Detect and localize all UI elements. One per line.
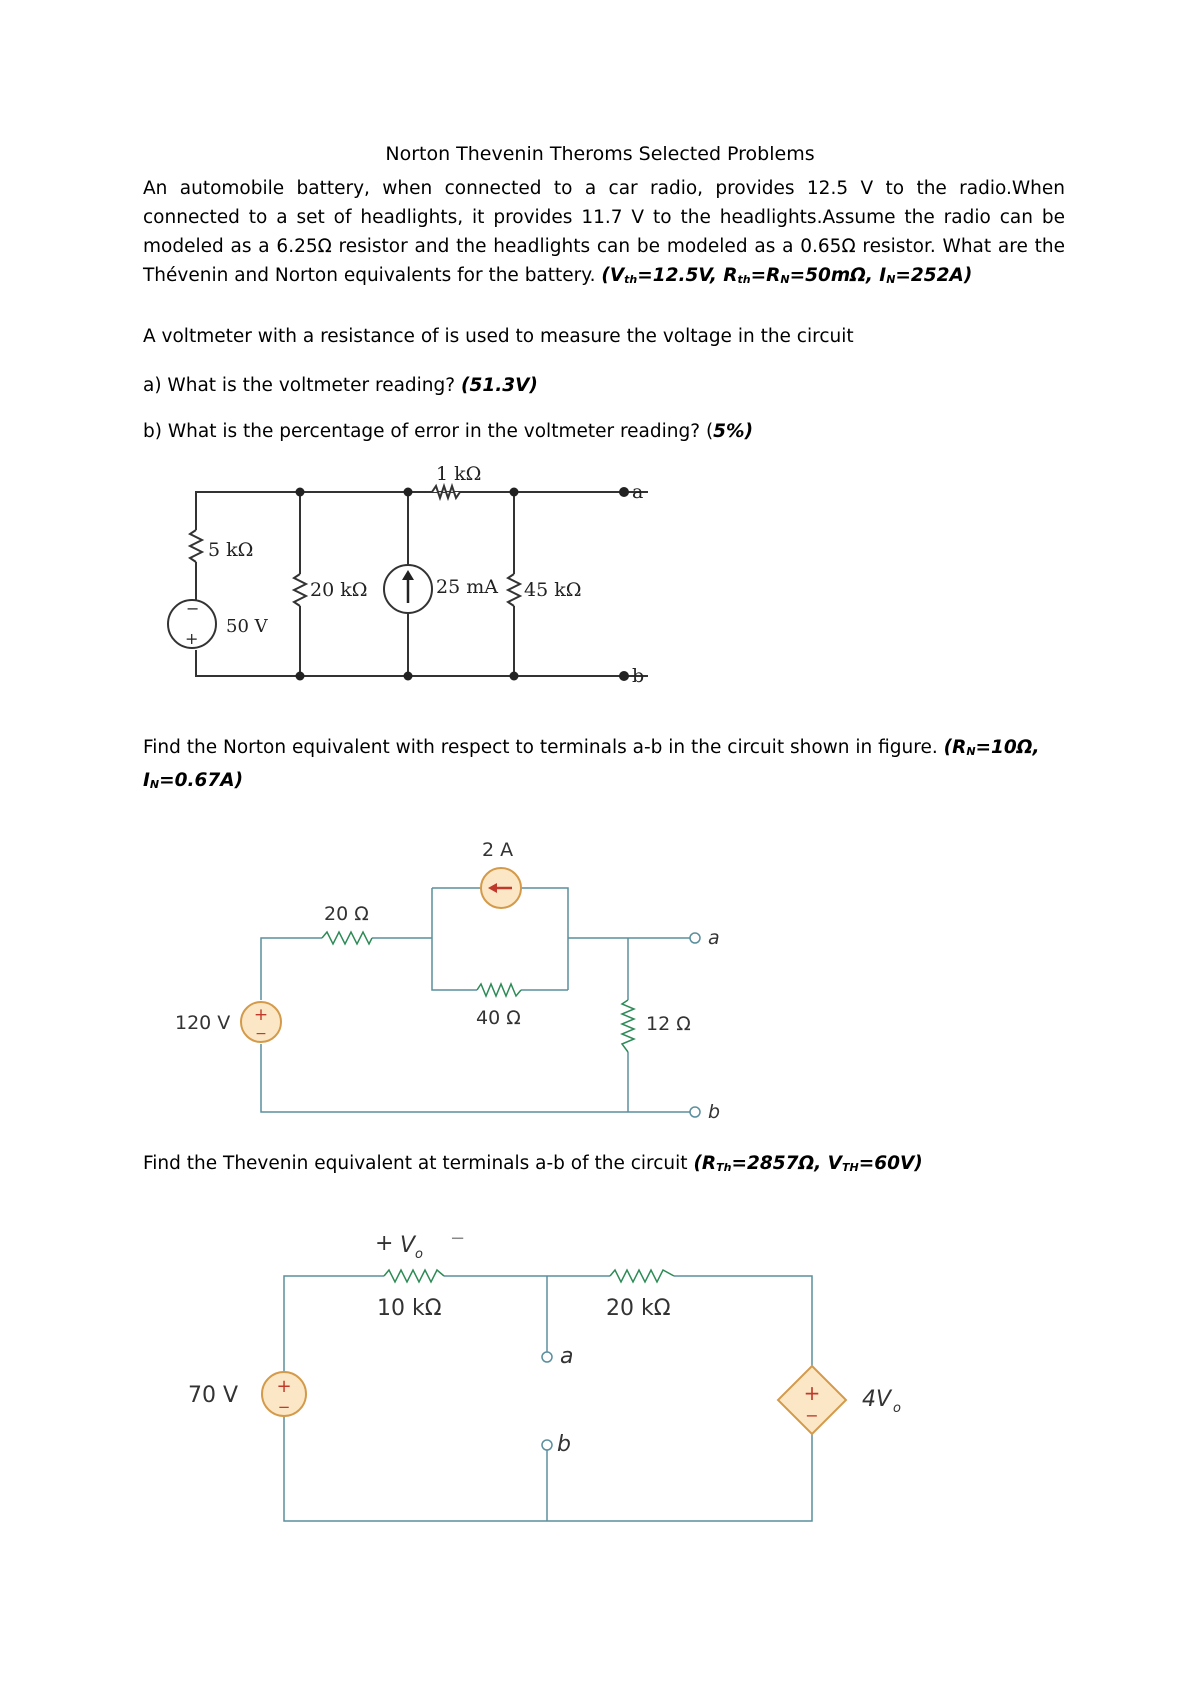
terminal-a: a	[560, 1344, 574, 1369]
problem-1-answer: ($V_{th}=12.5V$, $R_{th}=R_N=50m\Omega$, $I_N=252A$)	[601, 265, 973, 286]
label-1k: 1 kΩ	[436, 463, 482, 485]
source-plus: +	[253, 1005, 269, 1025]
problem-1-statement: An automobile battery, when connected to a car radio, provides 12.5 V to the radio.When connected to a set of headlights, it provides 11.7 V to the headlights.Assume the radio can be modeled as a 6.25Ω resistor and the headlights can be modeled as a 0.65Ω resistor. What are the Thévenin and Norton equivalents for the battery.	[143, 178, 1065, 286]
label-5k: 5 kΩ	[208, 539, 254, 561]
problem-2-intro: A voltmeter with a resistance of is used to measure the voltage in the circuit	[143, 326, 854, 347]
dep-source-plus: +	[803, 1381, 821, 1405]
label-50v: 50 V	[226, 616, 268, 637]
problem-4-text: Find the Thevenin equivalent at terminals a-b of the circuit ($R_{Th}=2857\Omega$, $V_{TH}=60V$)	[143, 1153, 923, 1174]
vo-plus: +	[375, 1231, 394, 1256]
label-20k: 20 kΩ	[606, 1296, 671, 1321]
label-25ma: 25 mA	[436, 576, 498, 598]
vo-sub: o	[415, 1247, 423, 1262]
page-title: Norton Thevenin Theroms Selected Problems	[385, 143, 815, 165]
vo-minus: −	[450, 1228, 466, 1249]
resistor-20k	[610, 1270, 674, 1282]
terminal-a: a	[632, 481, 644, 503]
label-12-ohm: 12 Ω	[646, 1013, 691, 1035]
label-4vo-sub: o	[893, 1401, 901, 1416]
problem-2-question-b: b) What is the percentage of error in the voltmeter reading? (5%)	[143, 421, 754, 442]
label-70v: 70 V	[188, 1383, 239, 1408]
label-40-ohm: 40 Ω	[476, 1007, 521, 1029]
source-minus: −	[277, 1398, 291, 1416]
label-4vo: 4V	[862, 1387, 892, 1412]
label-45k: 45 kΩ	[524, 579, 582, 601]
dep-source-minus: −	[805, 1406, 819, 1425]
terminal-a: a	[708, 927, 720, 949]
source-plus: +	[276, 1376, 292, 1397]
source-minus: −	[186, 599, 200, 618]
terminal-b: b	[557, 1432, 571, 1457]
source-plus: +	[185, 629, 199, 648]
label-2a: 2 A	[482, 839, 514, 861]
terminal-b-node	[542, 1440, 552, 1450]
label-20k: 20 kΩ	[310, 579, 368, 601]
source-minus: −	[255, 1026, 267, 1042]
label-120v: 120 V	[175, 1012, 231, 1034]
problem-3-text: Find the Norton equivalent with respect to terminals a-b in the circuit shown in figure. ($R_N=10\Omega$, $I_N=0.67A$)	[143, 737, 1040, 791]
problem-2-question-a: a) What is the voltmeter reading? (51.3V)	[143, 375, 538, 396]
label-20-ohm: 20 Ω	[324, 903, 369, 925]
terminal-b: b	[632, 665, 645, 687]
terminal-a-node	[542, 1352, 552, 1362]
terminal-b: b	[708, 1101, 721, 1123]
resistor-10k	[384, 1270, 444, 1282]
vo-label: V	[400, 1233, 416, 1258]
label-10k: 10 kΩ	[377, 1296, 442, 1321]
